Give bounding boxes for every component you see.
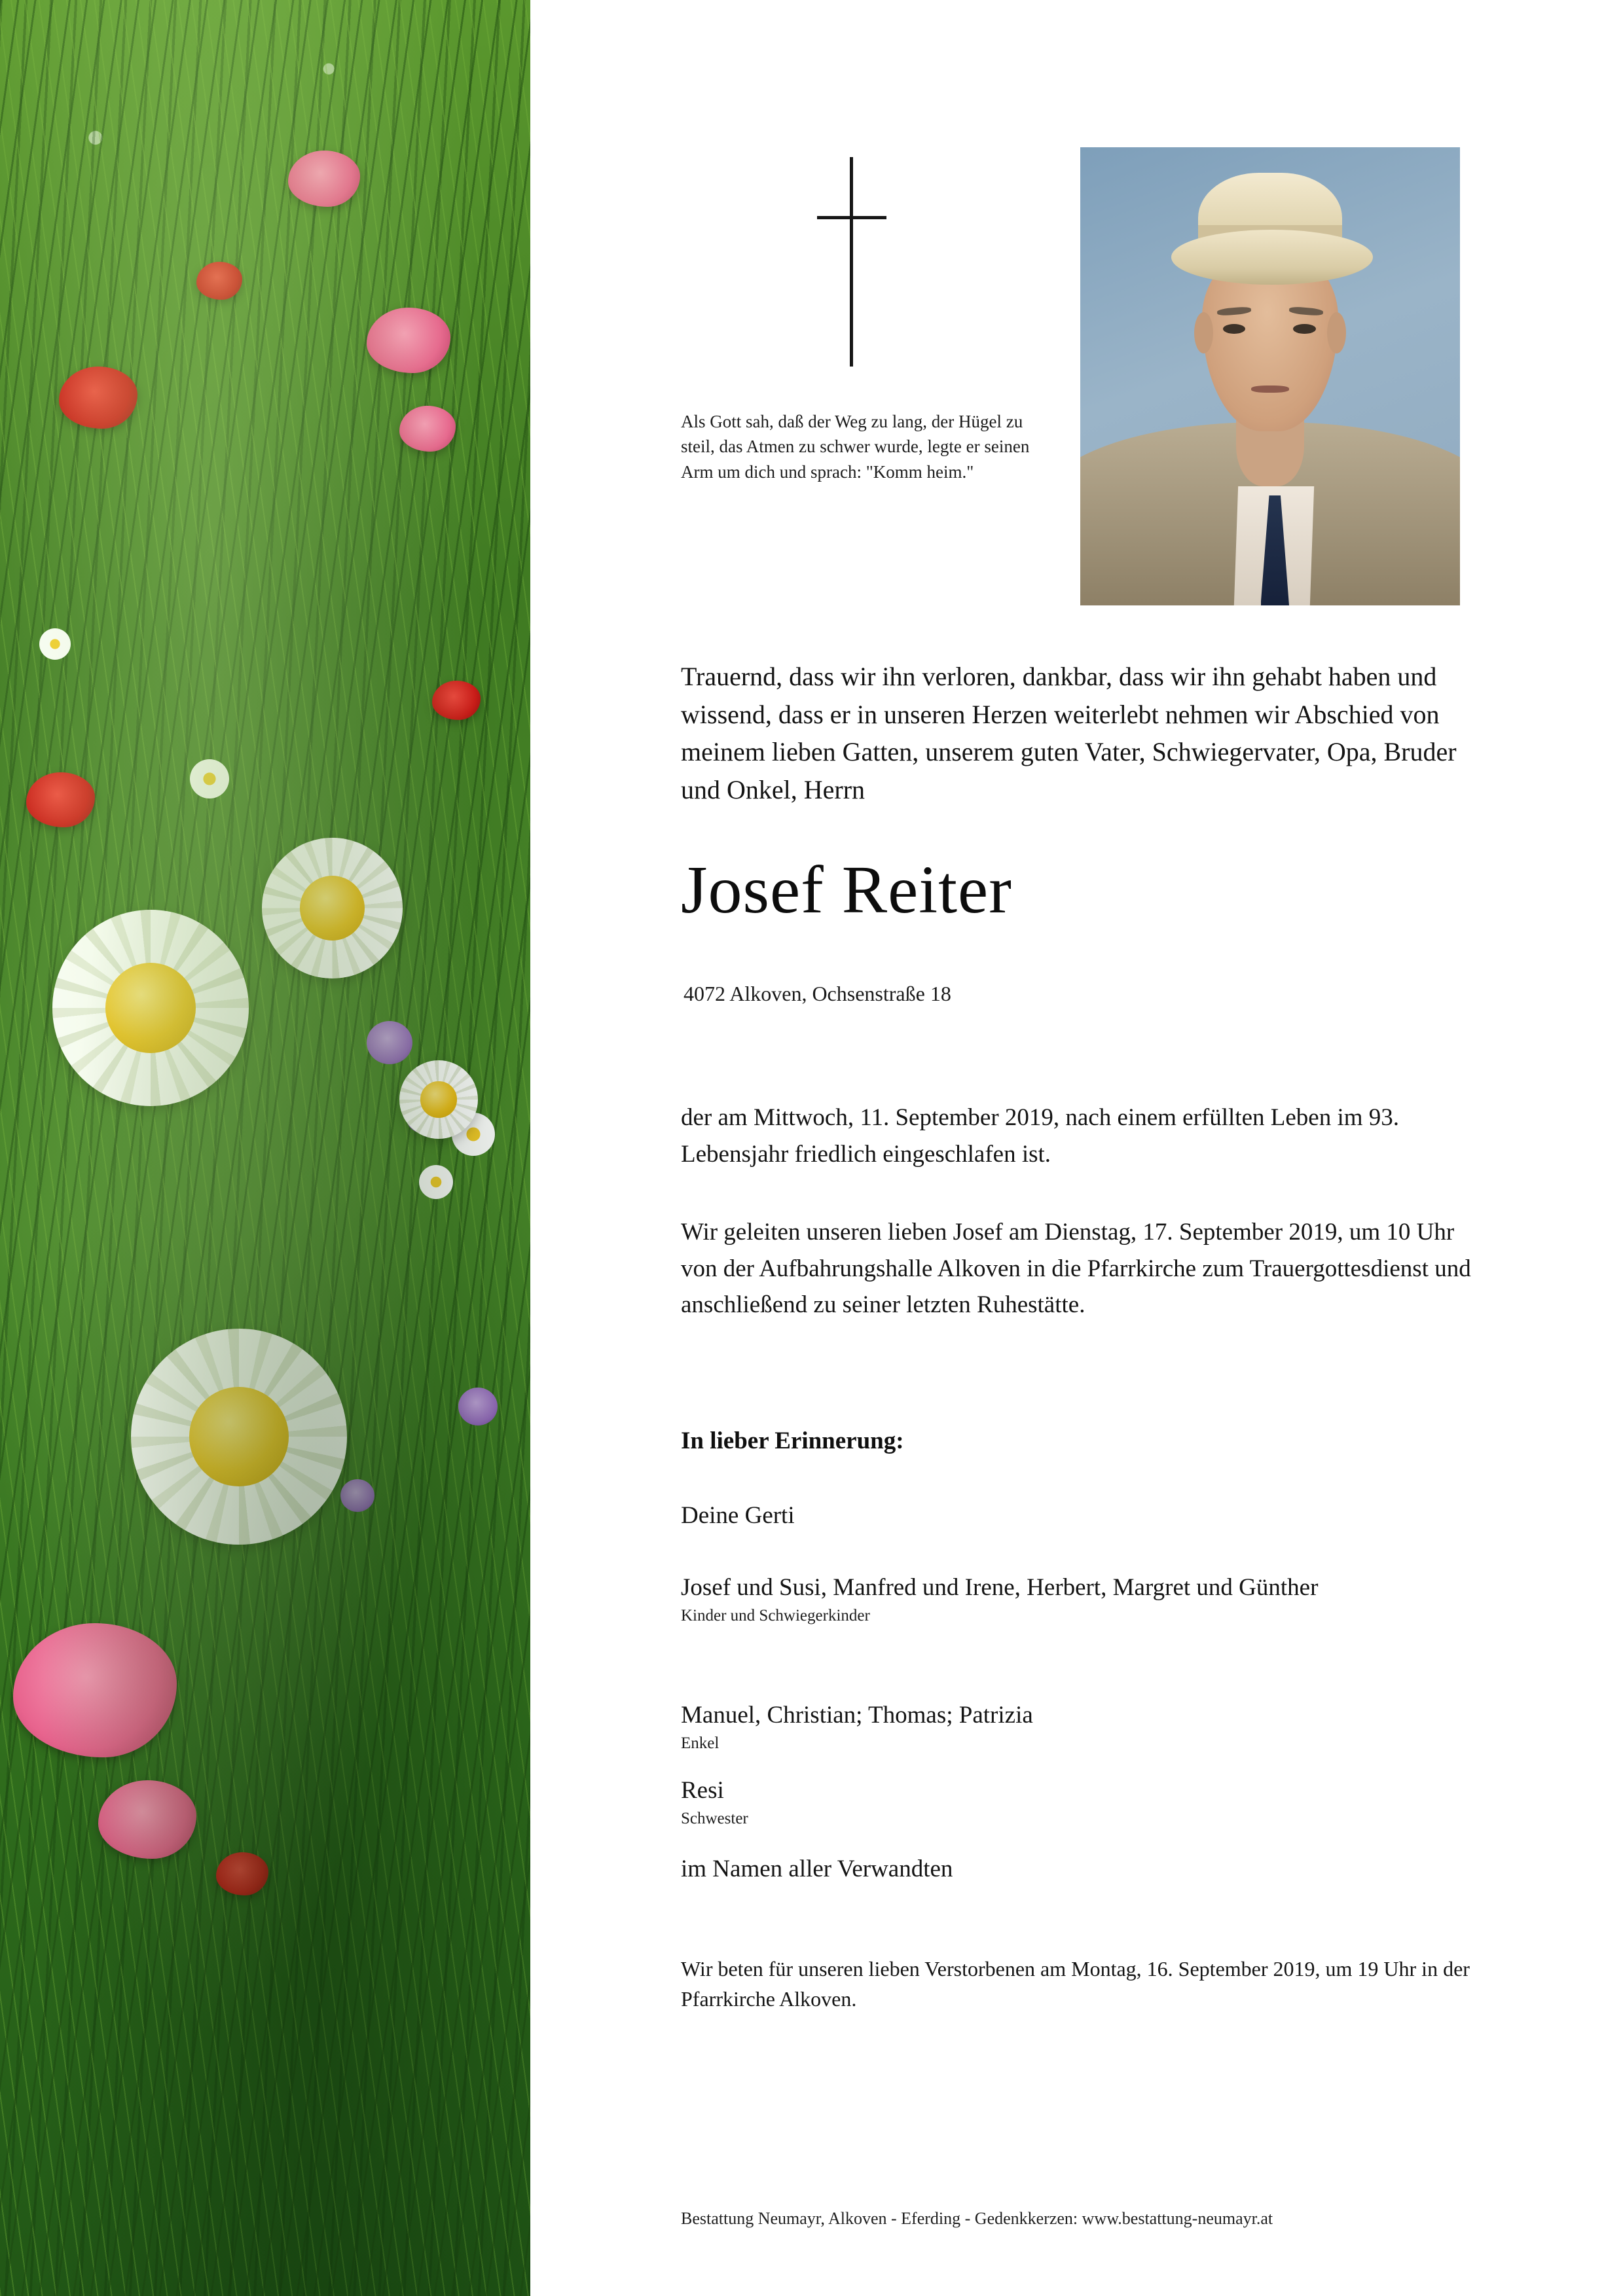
mourner-relation: Kinder und Schwiegerkinder (681, 1606, 870, 1624)
mourner-names: Josef und Susi, Manfred und Irene, Herbert, Margret und Günther (681, 1574, 1319, 1601)
mourner-entry (681, 1499, 1476, 1534)
portrait-eye-right (1293, 324, 1316, 334)
christian-cross-icon (812, 157, 890, 367)
mourner-relation: Enkel (681, 1734, 720, 1752)
portrait-mouth (1251, 386, 1289, 393)
footer-credit: Bestattung Neumayr, Alkoven - Eferding - Gedenkkerzen: www.bestattung-neumayr.at (681, 2209, 1273, 2228)
portrait-eye-left (1223, 324, 1246, 334)
memorial-verse: Als Gott sah, daß der Weg zu lang, der Hügel zu steil, das Atmen zu schwer wurde, legte er seinen Arm um dich und sprach: "Komm heim." (681, 412, 1030, 482)
mourner-entry (681, 1852, 1476, 1887)
memory-title: In lieber Erinnerung: (681, 1427, 904, 1454)
cross-horizontal-bar (817, 216, 886, 219)
memorial-content (681, 0, 1558, 2296)
funeral-note: Wir geleiten unseren lieben Josef am Dienstag, 17. September 2019, um 10 Uhr von der Aufbahrungshalle Alkoven in die Pfarrkirche zum Trauergottesdienst und anschließend zu seiner letzten Ruhestätte. (681, 1219, 1471, 1318)
mourner-names: im Namen aller Verwandten (681, 1856, 953, 1882)
mourner-names: Deine Gerti (681, 1502, 795, 1529)
mourner-names: Resi (681, 1777, 724, 1804)
portrait-hat-brim (1171, 230, 1372, 285)
portrait-photo (1080, 147, 1460, 605)
deceased-name: Josef Reiter (681, 852, 1012, 927)
mourner-entry (681, 1698, 1476, 1754)
mourner-relation: Schwester (681, 1809, 748, 1827)
cross-vertical-bar (850, 157, 853, 367)
mourner-entry (681, 1571, 1476, 1626)
portrait-ear-left (1194, 312, 1213, 353)
death-note: der am Mittwoch, 11. September 2019, nach einem erfüllten Leben im 93. Lebensjahr friedlich eingeschlafen ist. (681, 1104, 1400, 1168)
deceased-address: 4072 Alkoven, Ochsenstraße 18 (684, 982, 951, 1005)
prayer-note: Wir beten für unseren lieben Verstorbenen am Montag, 16. September 2019, um 19 Uhr in der Pfarrkirche Alkoven. (681, 1957, 1470, 2011)
lead-paragraph: Trauernd, dass wir ihn verloren, dankbar, dass wir ihn gehabt haben und wissend, dass er in unseren Herzen weiterlebt nehmen wir Abschied von meinem lieben Gatten, unserem guten Vater, Schwiegervater, Opa, Bruder und Onkel, Herrn (681, 662, 1457, 804)
mourner-names: Manuel, Christian; Thomas; Patrizia (681, 1702, 1033, 1729)
mourner-entry (681, 1774, 1476, 1829)
meadow-shading (0, 0, 530, 2296)
portrait-ear-right (1327, 312, 1346, 353)
meadow-photo-strip (0, 0, 530, 2296)
